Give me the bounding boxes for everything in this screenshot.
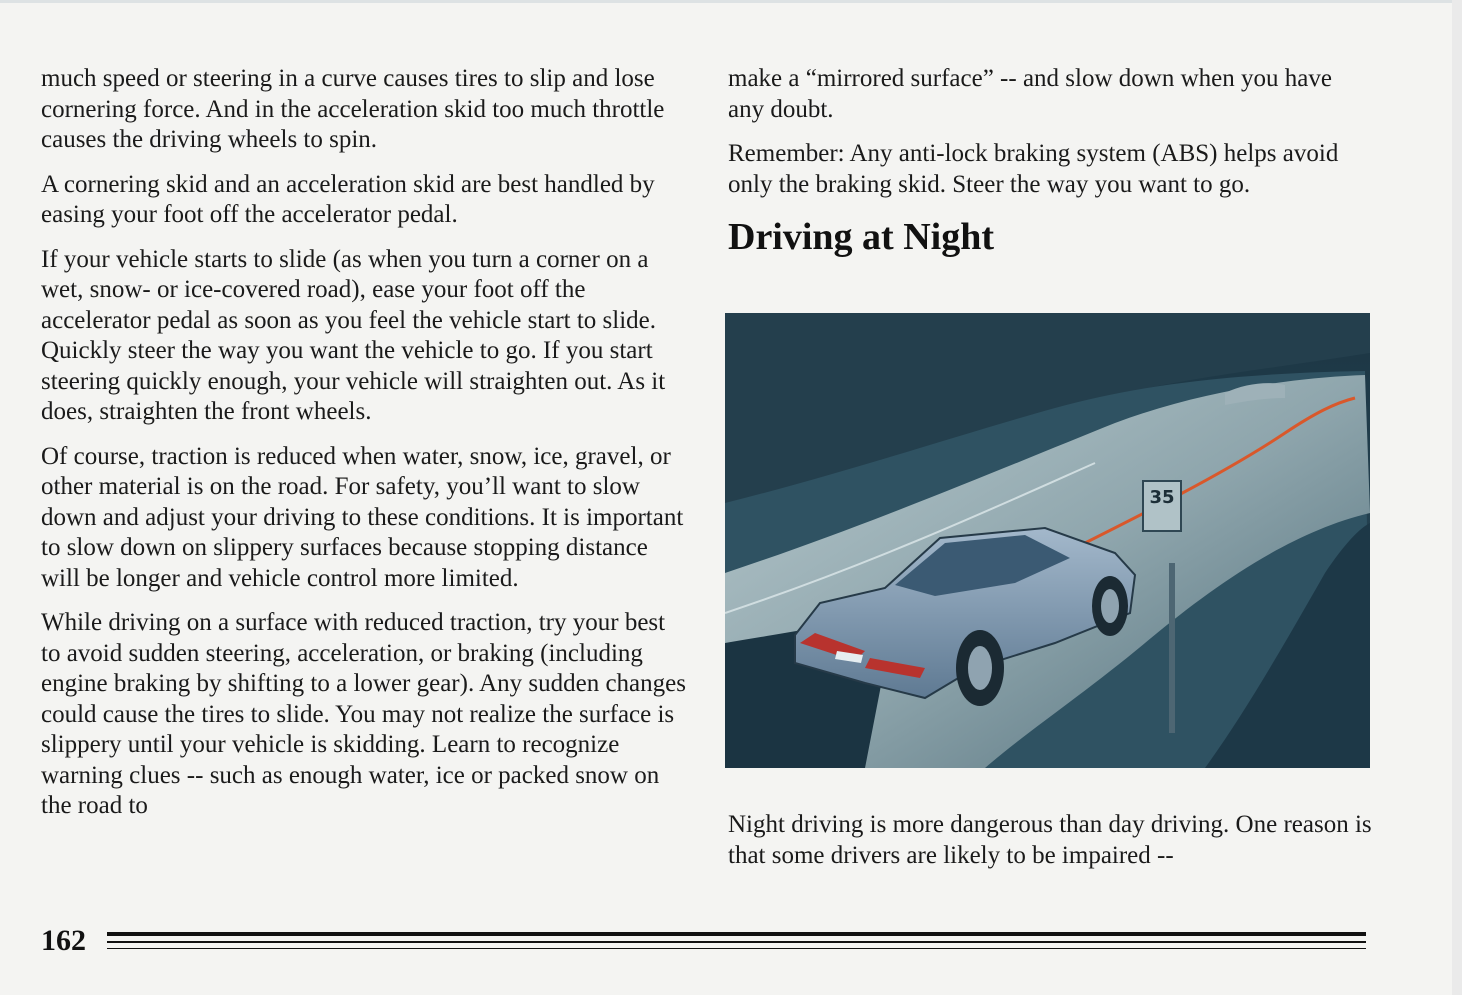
paragraph: Remember: Any anti-lock braking system (ABS) helps avoid only the braking skid. Steer the way you want to go. xyxy=(728,140,1339,198)
page-edge-top xyxy=(0,0,1462,3)
paragraph: If your vehicle starts to slide (as when you turn a corner on a wet, snow- or ice-covered road), ease your foot off the accelerator pedal as soon as you feel the vehicle start to slide. Quickly steer the way you want the vehicle to go. If you start steering quickly enough, your vehicle will straighten out. As it does, straighten the front wheels. xyxy=(41,245,666,425)
car-on-night-road-illustration xyxy=(725,313,1370,768)
paragraph: Night driving is more dangerous than day driving. One reason is that some drivers are likely to be impaired -- xyxy=(728,811,1372,869)
paragraph: make a “mirrored surface” -- and slow down when you have any doubt. xyxy=(728,65,1332,123)
paragraph: While driving on a surface with reduced traction, try your best to avoid sudden steering, acceleration, or braking (including engine braking by shifting to a lower gear). Any sudden changes could cause the tires to slide. You may not realize the surface is slippery until your vehicle is skidding. Learn to recognize warning clues -- such as enough water, ice or packed snow on the road to xyxy=(41,609,686,819)
footer-rule xyxy=(107,941,1366,943)
paragraph: much speed or steering in a curve causes tires to slip and lose cornering force. And in the acceleration skid too much throttle causes the driving wheels to spin. xyxy=(41,65,665,153)
section-heading: Driving at Night xyxy=(728,216,994,258)
page-number: 162 xyxy=(41,924,86,957)
page-edge-right xyxy=(1452,0,1462,995)
left-column xyxy=(41,64,689,836)
page-footer xyxy=(41,918,1366,958)
speed-sign-number: 35 xyxy=(1149,487,1175,508)
footer-rule xyxy=(107,932,1366,936)
paragraph: Of course, traction is reduced when water, snow, ice, gravel, or other material is on the road. For safety, you’ll want to slow down and adjust your driving to these conditions. It is important to slow down on slippery surfaces because stopping distance will be longer and vehicle control more limited. xyxy=(41,442,684,592)
footer-rule xyxy=(107,948,1366,949)
paragraph: A cornering skid and an acceleration skid are best handled by easing your foot off the accelerator pedal. xyxy=(41,170,655,228)
bottom-text xyxy=(728,810,1373,871)
right-column xyxy=(728,64,1373,260)
